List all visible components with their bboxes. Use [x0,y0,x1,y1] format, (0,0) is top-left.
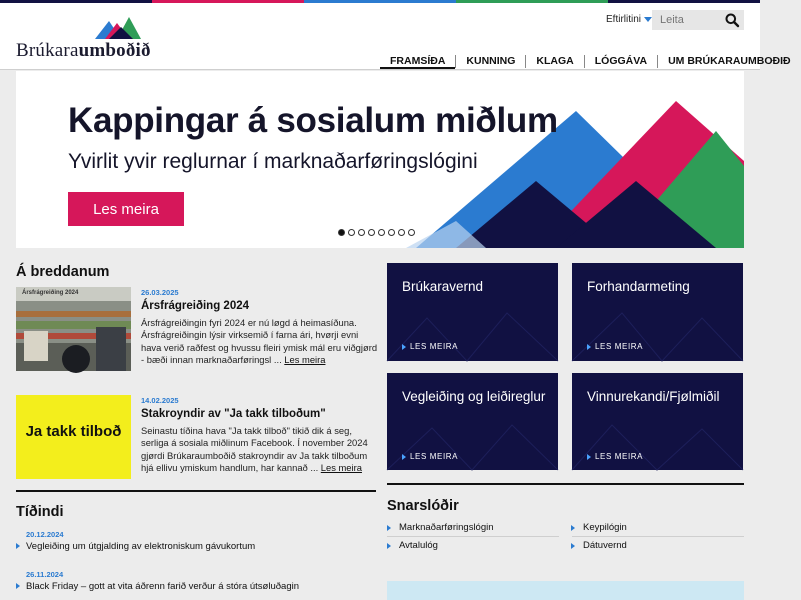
thumbnail-caption: Ársfrágreiðing 2024 [22,290,79,296]
arrow-right-icon [387,543,391,549]
arrow-right-icon [402,454,406,460]
tile-title: Brúkaravernd [402,279,484,294]
carousel-dot[interactable] [378,229,385,236]
news-item [16,395,376,479]
snarslodir-heading: Snarslóðir [387,498,459,514]
arrow-right-icon [16,543,20,549]
news-read-more-link[interactable]: Les meira [284,353,326,365]
store-photo-image [16,287,131,371]
quicklink-label: Avtalulóg [399,540,438,551]
quicklink-label: Keypilógin [583,522,627,533]
news-excerpt-text: Seinastu tíðina hava "Ja takk tilboð" tikið dik á seg, serliga á sosiala miðlinum Facebook. Í november 2024 gjørdi Brúkaraumboðið stakroyndir av Ja takk tilboðum hjá ellivu ymiskum handlum, har kannað ... [141,425,368,473]
tidindi-heading: Tíðindi [16,504,64,520]
nav-item-framsida[interactable]: FRAMSÍÐA [380,53,455,69]
news-excerpt-text: Ársfrágreiðingin fyri 2024 er nú løgd á heimasíðuna. Ársfrágreiðingin lýsir virksemið í farna ári, hvørji evni hava verið raðfest og hvussu fleiri ymisk mál eru viðgjørd - bæði innan marknaðarføringsl ... [141,317,378,365]
tile-title: Vinnurekandi/Fjølmiðil [587,389,720,404]
accessibility-label: Eftirlitini [606,14,642,25]
carousel-dot[interactable] [348,229,355,236]
tile-vegleiding[interactable] [387,373,558,470]
news-link[interactable]: Vegleiðing um útgjalding av elektroniskum gávukortum [26,541,256,552]
arrow-right-icon [587,344,591,350]
hero-read-more-button[interactable]: Les meira [68,192,184,226]
tile-read-more-label: LES MEIRA [410,342,459,351]
logo-wordmark: Brúkaraumboðið [16,40,151,61]
tile-forhandarmeting[interactable] [572,263,743,361]
news-date: 26.03.2025 [141,288,179,297]
news-excerpt [141,425,378,474]
search-input[interactable] [652,10,722,30]
section-divider [387,483,744,485]
nav-item-loggava[interactable]: LÓGGÁVA [594,55,648,67]
tile-read-more [402,452,458,461]
section-divider [16,490,376,492]
tile-title: Forhandarmeting [587,279,690,294]
carousel-dot[interactable] [408,229,415,236]
arrow-right-icon [16,583,20,589]
hero-banner [16,71,744,248]
hero-subtitle: Yvirlit yvir reglurnar í marknaðarføringslógini [68,150,478,173]
site-header [0,3,791,70]
tile-read-more [402,342,458,351]
arrow-right-icon [402,344,406,350]
quicklink-divider [387,536,559,537]
search-box [652,10,744,30]
info-banner [387,581,744,600]
arrow-right-icon [387,525,391,531]
accessibility-dropdown[interactable] [606,14,652,25]
news-excerpt [141,317,378,366]
carousel-dot[interactable] [338,229,345,236]
nav-item-kunning[interactable]: KUNNING [466,55,516,67]
site-logo[interactable] [16,17,161,65]
breddanum-heading: Á breddanum [16,264,110,280]
news-title[interactable]: Ársfrágreiðing 2024 [141,300,250,312]
carousel-dot[interactable] [358,229,365,236]
arrow-right-icon [571,525,575,531]
logo-mountains-icon [95,17,155,39]
quicklink-label: Dátuvernd [583,540,627,551]
tile-read-more-label: LES MEIRA [410,452,459,461]
news-thumbnail[interactable] [16,287,131,371]
tile-read-more-label: LES MEIRA [595,452,644,461]
news-date: 14.02.2025 [141,396,179,405]
hero-title: Kappingar á sosialum miðlum [68,101,558,140]
thumbnail-text: Ja takk tilboð [25,423,122,440]
carousel-dots [338,229,415,236]
quicklink-label: Marknaðarføringslógin [399,522,494,533]
arrow-right-icon [587,454,591,460]
quicklink-keypilogin[interactable] [583,522,627,533]
news-thumbnail[interactable] [16,395,131,479]
news-list-item [16,570,376,600]
main-nav [380,52,801,70]
news-date: 26.11.2024 [26,570,64,579]
nav-item-um[interactable]: UM BRÚKARAUMBOÐIÐ [668,55,791,67]
tile-read-more [587,342,643,351]
search-icon[interactable] [725,13,739,27]
quicklink-divider [572,536,744,537]
arrow-right-icon [571,543,575,549]
tile-brukaravernd[interactable] [387,263,558,361]
nav-item-klaga[interactable]: KLAGA [536,55,574,67]
news-title[interactable]: Stakroyndir av "Ja takk tilboðum" [141,408,326,420]
chevron-down-icon [644,17,652,22]
quicklink-datuvernd[interactable] [583,540,627,551]
news-item [16,287,376,371]
carousel-dot[interactable] [398,229,405,236]
tile-title: Vegleiðing og leiðireglur [402,389,546,404]
tile-vinnurekandi[interactable] [572,373,743,470]
news-read-more-link[interactable]: Les meira [320,461,362,473]
carousel-dot[interactable] [388,229,395,236]
carousel-dot[interactable] [368,229,375,236]
quicklink-marknadarforingslogin[interactable] [399,522,494,533]
tile-read-more-label: LES MEIRA [595,342,644,351]
tile-read-more [587,452,643,461]
news-date: 20.12.2024 [26,530,64,539]
news-link[interactable]: Black Friday – gott at vita áðrenn farið verður á stóra útsøluðagin [26,581,299,592]
news-list-item [16,530,376,560]
quicklink-avtalulog[interactable] [399,540,438,551]
